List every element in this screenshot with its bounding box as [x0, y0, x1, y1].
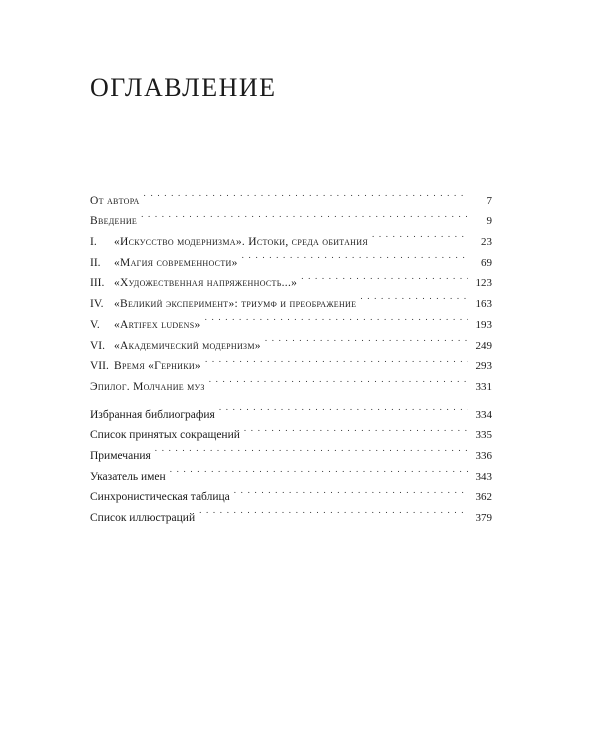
dot-leader: [209, 369, 468, 390]
toc-entry-label: Примечания: [90, 450, 151, 463]
dot-leader: [219, 397, 468, 418]
toc-main-list: [90, 183, 492, 393]
toc-entry-label: Избранная библиография: [90, 408, 215, 421]
toc-entry-label: «Искусство модернизма». Истоки, среда обитания: [114, 236, 368, 249]
dot-leader: [372, 224, 468, 245]
dot-leader: [199, 500, 468, 521]
toc-entry-label: «Artifex ludens»: [114, 318, 201, 331]
toc-entry-page: 362: [475, 491, 492, 504]
toc-entry-number: VII.: [90, 360, 109, 373]
toc-entry-number: V.: [90, 318, 100, 331]
toc-appendix-list: [90, 397, 492, 525]
toc-entry-label: Эпилог. Молчание муз: [90, 380, 205, 393]
toc-entry-number: III.: [90, 277, 105, 290]
dot-leader: [144, 183, 468, 204]
toc-entry-label: Синхронистическая таблица: [90, 491, 230, 504]
toc-entry-label: Указатель имен: [90, 470, 166, 483]
toc-entry-page: 123: [475, 277, 492, 290]
toc-entry-number: I.: [90, 236, 97, 249]
toc-entry-page: 163: [475, 298, 492, 311]
toc-entry-label: Введение: [90, 215, 138, 228]
dot-leader: [205, 349, 468, 370]
toc-entry-page: 69: [481, 256, 492, 269]
toc-entry[interactable]: [90, 204, 492, 228]
toc-entry-label: Список иллюстраций: [90, 512, 196, 525]
toc-entry[interactable]: [90, 397, 492, 421]
toc-entry-page: 343: [475, 470, 492, 483]
dot-leader: [170, 459, 468, 480]
dot-leader: [234, 480, 468, 501]
toc-entry-label: Время «Герники»: [114, 360, 201, 373]
dot-leader: [360, 286, 468, 307]
toc-entry-label: «Художественная напряженность...»: [114, 277, 298, 290]
toc-entry-label: «Великий эксперимент»: триумф и преображение: [114, 298, 357, 311]
toc-entry[interactable]: [90, 224, 492, 249]
toc-entry-label: От автора: [90, 194, 140, 207]
dot-leader: [265, 328, 468, 349]
toc-entry-page: 23: [481, 236, 492, 249]
toc-entry-page: 335: [475, 429, 492, 442]
toc-entry-page: 9: [486, 215, 492, 228]
page-title: ОГЛАВЛЕНИЕ: [90, 73, 277, 102]
toc-entry-page: 193: [475, 318, 492, 331]
toc-entry-page: 7: [486, 194, 492, 207]
toc-entry-number: IV.: [90, 298, 104, 311]
dot-leader: [205, 307, 468, 328]
dot-leader: [242, 245, 468, 266]
toc-entry-number: II.: [90, 256, 101, 269]
toc-entry-label: «Академический модернизм»: [114, 339, 261, 352]
toc-entry-page: 249: [475, 339, 492, 352]
dot-leader: [301, 266, 468, 287]
toc-entry-page: 293: [475, 360, 492, 373]
toc-entry[interactable]: [90, 183, 492, 207]
toc-entry-label: Список принятых сокращений: [90, 429, 240, 442]
toc-entry-page: 331: [475, 380, 492, 393]
dot-leader: [141, 204, 468, 225]
toc-entry-page: 379: [475, 512, 492, 525]
toc-entry-page: 334: [475, 408, 492, 421]
toc-entry-number: VI.: [90, 339, 106, 352]
toc-entry-page: 336: [475, 450, 492, 463]
toc-entry-label: «Магия современности»: [114, 256, 238, 269]
dot-leader: [244, 418, 468, 439]
dot-leader: [155, 438, 468, 459]
